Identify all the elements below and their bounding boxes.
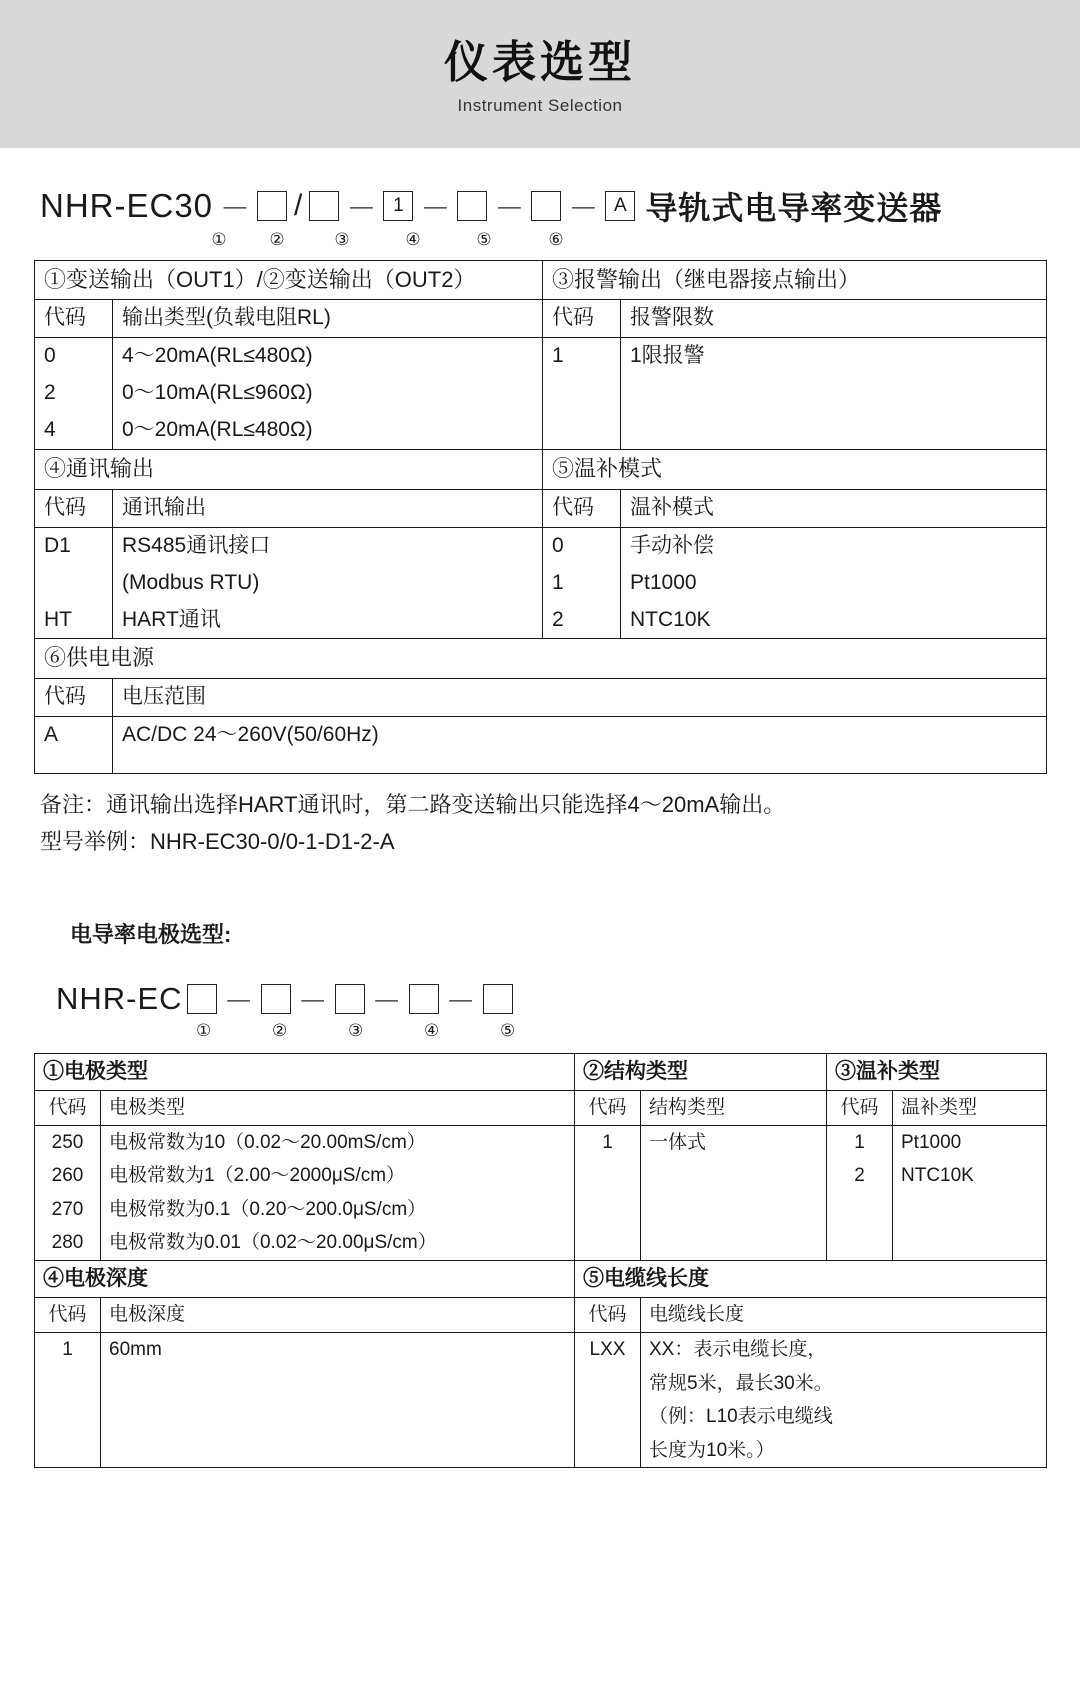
cell-text: AC/DC 24～260V(50/60Hz) [113, 716, 1047, 773]
cell-blank [575, 1226, 641, 1260]
col-header-code-e2: 代码 [575, 1091, 641, 1126]
marker-5: ⑤ [476, 230, 492, 249]
cell-blank [893, 1226, 1047, 1260]
cell-code: 1 [543, 338, 621, 375]
cell-code: HT [35, 602, 113, 639]
e-dash-1: － [223, 985, 254, 1019]
col-header-comm-output: 通讯输出 [113, 489, 543, 527]
electrode-section-title: 电导率电极选型: [70, 921, 232, 947]
cell-code: 1 [575, 1125, 641, 1159]
model-slot-2[interactable] [309, 191, 339, 221]
cell-code [35, 565, 113, 602]
cell-blank [543, 412, 621, 449]
col-header-code-5: 代码 [543, 489, 621, 527]
cell-text: 4～20mA(RL≤480Ω) [113, 338, 543, 375]
section-head-5: ⑤温补模式 [543, 450, 1047, 489]
col-header-electrode-depth: 电极深度 [101, 1298, 575, 1333]
cell-text: 电极常数为1（2.00～2000μS/cm） [101, 1159, 575, 1193]
cell-blank [827, 1226, 893, 1260]
table-row [35, 1332, 1047, 1366]
model-slot-3[interactable]: 1 [383, 191, 413, 221]
e-marker-1: ① [196, 1020, 212, 1040]
cell-code: A [35, 716, 113, 773]
cell-code: LXX [575, 1332, 641, 1366]
cell-text: NTC10K [893, 1159, 1047, 1193]
cell-text: 电极常数为0.1（0.20～200.0μS/cm） [101, 1193, 575, 1227]
electrode-slot-1[interactable] [187, 984, 217, 1014]
page-content [0, 184, 1080, 1468]
col-header-cable-length: 电缆线长度 [641, 1298, 1047, 1333]
cell-text: HART通讯 [113, 602, 543, 639]
col-header-code-3: 代码 [543, 300, 621, 338]
remark-note: 备注：通讯输出选择HART通讯时，第二路变送输出只能选择4～20mA输出。 [40, 791, 786, 817]
table-row [35, 1159, 1047, 1193]
cell-text: 0～20mA(RL≤480Ω) [113, 412, 543, 449]
col-header-code-4: 代码 [35, 489, 113, 527]
col-header-code-e5: 代码 [575, 1298, 641, 1333]
cell-text: 一体式 [641, 1125, 827, 1159]
table-row [35, 1193, 1047, 1227]
model-marker-row [40, 230, 1046, 250]
electrode-slot-4[interactable] [409, 984, 439, 1014]
section-head-1: ①变送输出（OUT1）/②变送输出（OUT2） [35, 261, 543, 300]
dash-4: － [494, 193, 525, 226]
table-row [35, 489, 1047, 527]
section-head-e3: ③温补类型 [827, 1053, 1047, 1090]
cell-code: 0 [543, 527, 621, 564]
section-head-e1: ①电极类型 [35, 1053, 575, 1090]
e-marker-4: ④ [424, 1020, 440, 1040]
table-row [35, 565, 1047, 602]
section-head-3: ③报警输出（继电器接点输出） [543, 261, 1047, 300]
e-marker-3: ③ [348, 1020, 364, 1040]
cell-blank [543, 375, 621, 412]
page-title: 仪表选型 [444, 37, 636, 87]
transmitter-selection-table [34, 260, 1047, 774]
cell-blank [641, 1159, 827, 1193]
col-header-voltage-range: 电压范围 [113, 678, 1047, 716]
cell-blank [101, 1400, 575, 1434]
cell-blank [641, 1226, 827, 1260]
cell-text: Pt1000 [893, 1125, 1047, 1159]
cell-code: 4 [35, 412, 113, 449]
table-row [35, 1400, 1047, 1434]
col-header-temp-comp: 温补模式 [621, 489, 1047, 527]
e-dash-2: － [297, 985, 328, 1019]
model-prefix: NHR-EC30 [40, 187, 214, 224]
cell-code: 270 [35, 1193, 101, 1227]
cell-code: 1 [827, 1125, 893, 1159]
table-row [35, 716, 1047, 773]
table-row [35, 678, 1047, 716]
example-note: 型号举例：NHR-EC30-0/0-1-D1-2-A [40, 828, 395, 854]
model-slot-1[interactable] [257, 191, 287, 221]
table-row [35, 1434, 1047, 1468]
cell-blank [641, 1193, 827, 1227]
col-header-alarm-limit: 报警限数 [621, 300, 1047, 338]
cell-text: （例：L10表示电缆线 [641, 1400, 1047, 1434]
model-suffix: 导轨式电导率变送器 [645, 190, 943, 226]
col-header-structure-type: 结构类型 [641, 1091, 827, 1126]
table-row [35, 639, 1047, 678]
cell-code: 1 [35, 1332, 101, 1366]
cell-blank [101, 1434, 575, 1468]
electrode-model-code-row [56, 979, 1046, 1019]
cell-text: 1限报警 [621, 338, 1047, 375]
dash-5: － [568, 193, 599, 226]
table-row [35, 1053, 1047, 1090]
table-row [35, 1260, 1047, 1297]
cell-text: 电极常数为0.01（0.02～20.00μS/cm） [101, 1226, 575, 1260]
table-row [35, 300, 1047, 338]
cell-blank [575, 1400, 641, 1434]
table-row [35, 261, 1047, 300]
cell-code: 2 [543, 602, 621, 639]
cell-blank [575, 1159, 641, 1193]
electrode-marker-row [56, 1021, 1046, 1041]
cell-text: 长度为10米。） [641, 1434, 1047, 1468]
table-row [35, 1226, 1047, 1260]
model-slot-6[interactable]: A [605, 191, 635, 221]
cell-text: 0～10mA(RL≤960Ω) [113, 375, 543, 412]
cell-text: NTC10K [621, 602, 1047, 639]
model-code-row [40, 184, 1046, 228]
cell-code: 250 [35, 1125, 101, 1159]
section-head-4: ④通讯输出 [35, 450, 543, 489]
col-header-code-e3: 代码 [827, 1091, 893, 1126]
marker-2: ② [269, 230, 285, 249]
e-marker-5: ⑤ [500, 1020, 516, 1040]
table-row [35, 1367, 1047, 1401]
cell-code: 0 [35, 338, 113, 375]
table-row [35, 1091, 1047, 1126]
col-header-tempcomp-type: 温补类型 [893, 1091, 1047, 1126]
col-header-code-1: 代码 [35, 300, 113, 338]
table-row [35, 1125, 1047, 1159]
page-subtitle: Instrument Selection [457, 96, 623, 116]
cell-blank [35, 1434, 101, 1468]
page-header [0, 0, 1080, 148]
cell-code: 2 [35, 375, 113, 412]
section-head-e2: ②结构类型 [575, 1053, 827, 1090]
cell-blank [35, 1367, 101, 1401]
cell-blank [101, 1367, 575, 1401]
section-head-e4: ④电极深度 [35, 1260, 575, 1297]
table-row [35, 412, 1047, 449]
electrode-selection-table [34, 1053, 1047, 1468]
col-header-code-6: 代码 [35, 678, 113, 716]
col-header-code-e4: 代码 [35, 1298, 101, 1333]
cell-blank [575, 1434, 641, 1468]
electrode-slot-3[interactable] [335, 984, 365, 1014]
marker-6: ⑥ [548, 230, 564, 249]
col-header-output-type: 输出类型(负载电阻RL) [113, 300, 543, 338]
cell-blank [827, 1193, 893, 1227]
cell-text: 60mm [101, 1332, 575, 1366]
table-row [35, 375, 1047, 412]
electrode-model-prefix: NHR-EC [56, 980, 183, 1016]
e-dash-4: － [445, 985, 476, 1019]
cell-blank [621, 375, 1047, 412]
dash-2: － [346, 193, 377, 226]
cell-code: 2 [827, 1159, 893, 1193]
slash-1: / [294, 189, 303, 222]
cell-blank [35, 1400, 101, 1434]
section-head-e5: ⑤电缆线长度 [575, 1260, 1047, 1297]
col-header-code-e1: 代码 [35, 1091, 101, 1126]
model-slot-5[interactable] [531, 191, 561, 221]
marker-1: ① [211, 230, 227, 249]
cell-code: 1 [543, 565, 621, 602]
cell-code: D1 [35, 527, 113, 564]
cell-text: 电极常数为10（0.02～20.00mS/cm） [101, 1125, 575, 1159]
cell-blank [621, 412, 1047, 449]
table-row [35, 1298, 1047, 1333]
cell-text: (Modbus RTU) [113, 565, 543, 602]
cell-blank [893, 1193, 1047, 1227]
table-row [35, 338, 1047, 375]
e-dash-3: － [371, 985, 402, 1019]
cell-text: XX：表示电缆长度， [641, 1332, 1047, 1366]
cell-blank [575, 1193, 641, 1227]
cell-text: RS485通讯接口 [113, 527, 543, 564]
electrode-slot-5[interactable] [483, 984, 513, 1014]
marker-3: ③ [334, 230, 350, 249]
dash-1: － [220, 193, 251, 226]
table-row [35, 450, 1047, 489]
marker-4: ④ [405, 230, 421, 249]
e-marker-2: ② [272, 1020, 288, 1040]
cell-blank [575, 1367, 641, 1401]
cell-code: 260 [35, 1159, 101, 1193]
section-head-6: ⑥供电电源 [35, 639, 1047, 678]
cell-code: 280 [35, 1226, 101, 1260]
cell-text: 手动补偿 [621, 527, 1047, 564]
model-slot-4[interactable] [457, 191, 487, 221]
table-row [35, 527, 1047, 564]
electrode-slot-2[interactable] [261, 984, 291, 1014]
table-row [35, 602, 1047, 639]
cell-text: Pt1000 [621, 565, 1047, 602]
dash-3: － [420, 193, 451, 226]
col-header-electrode-type: 电极类型 [101, 1091, 575, 1126]
cell-text: 常规5米，最长30米。 [641, 1367, 1047, 1401]
